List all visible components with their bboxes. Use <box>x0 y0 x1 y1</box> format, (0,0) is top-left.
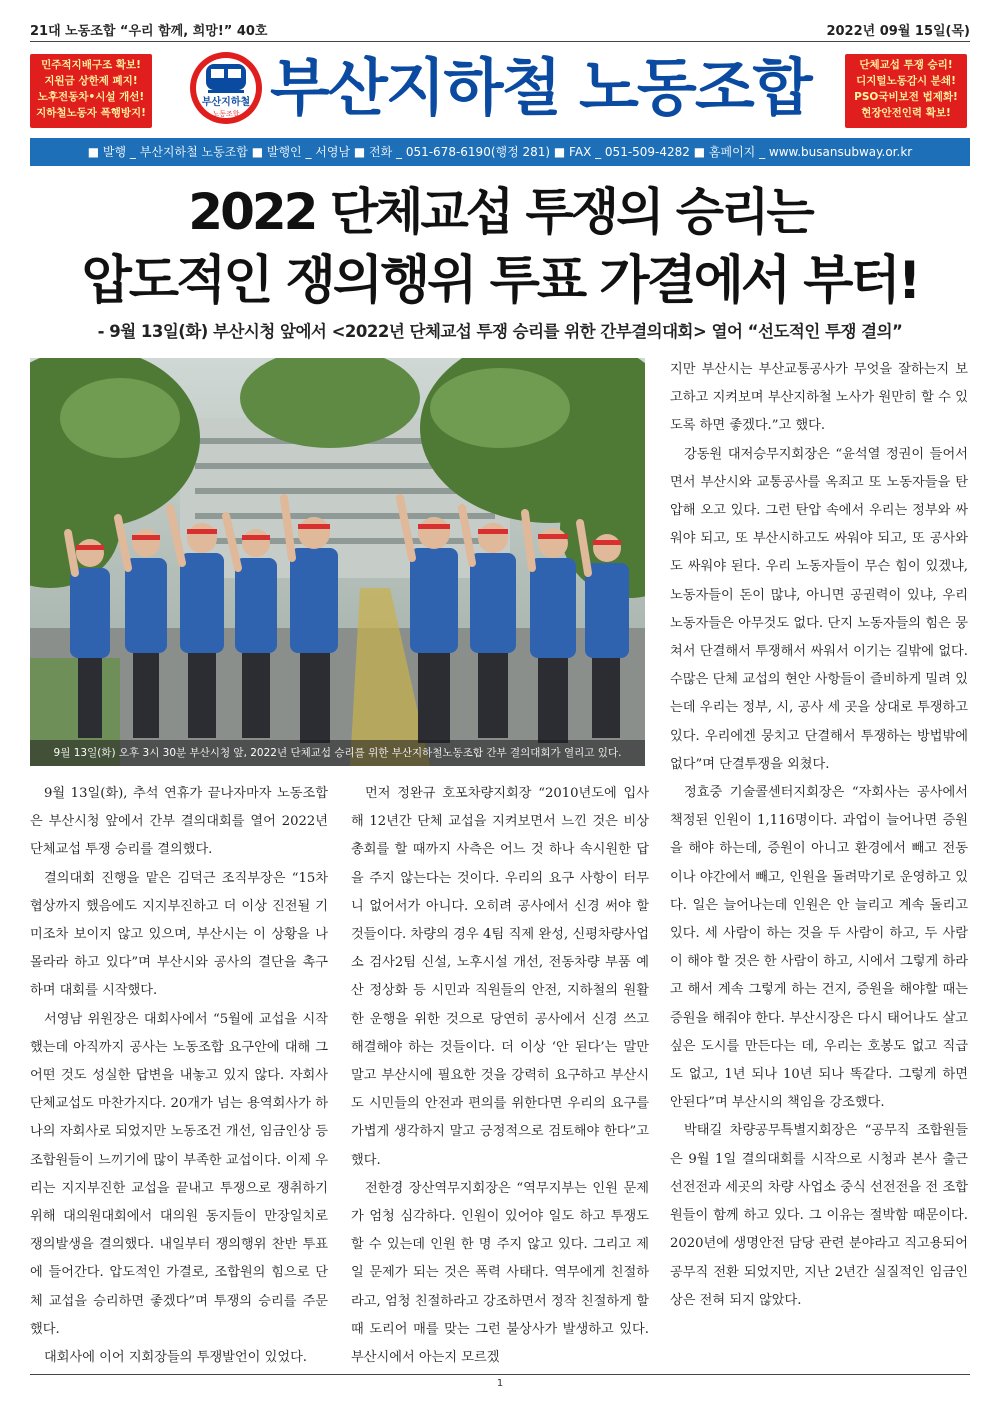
slogan-right-2: 디지털노동감시 분쇄! <box>856 75 956 87</box>
bottom-rule <box>30 1374 970 1375</box>
photo-caption: 9월 13일(화) 오후 3시 30분 부산시청 앞, 2022년 단체교섭 승리를 위한 부산지하철노동조합 간부 결의대회가 열리고 있다. <box>30 740 645 766</box>
paragraph: 전한경 장산역무지회장은 “역무지부는 인원 문제가 엄청 심각하다. 인원이 있어야 일도 하고 투쟁도 할 수 있는데 인원 한 명 주지 않고 있다. 그리고 제일 문제가 되는 것은 폭력 사태다. 역무에게 친절하라고, 엄청 친절하라고 강조하면서 정작 친절하게 할 때 도리어 매를 맞는 그런 불상사가 발생하고 있다. 부산시에서 아는지 모르겠 <box>351 1180 649 1366</box>
issue-label: 21대 노동조합 “우리 함께, 희망!” 40호 <box>30 23 268 39</box>
slogan-left-1: 민주적지배구조 확보! <box>41 59 141 71</box>
article-column-3 <box>670 356 968 1315</box>
paragraph: 9월 13일(화), 추석 연휴가 끝나자마자 노동조합은 부산시청 앞에서 간부 결의대회를 열어 2022년 단체교섭 투쟁 승리를 결의했다. <box>30 786 328 858</box>
slogan-right-1: 단체교섭 투쟁 승리! <box>859 59 953 71</box>
slogan-right-3: PSO국비보전 법제화! <box>854 91 958 103</box>
paragraph: 서영남 위원장은 대회사에서 “5월에 교섭을 시작했는데 아직까지 공사는 노동조합 요구안에 대해 그 어떤 것도 성실한 답변을 내놓고 있지 않다. 자회사 단체교섭도 마찬가지다. 20개가 넘는 용역회사가 하나의 자회사로 되었지만 노동조건 개선, 임금인상 등 조합원들이 느끼기에 많이 부족한 교섭이다. 이제 우리는 지지부진한 교섭을 끝내고 투쟁으로 쟁취하기 위해 대의원대회에서 대의원 동지들이 만장일치로 쟁의발생을 결의했다. 내일부터 쟁의행위 찬반 투표에 들어간다. 압도적인 가결로, 조합원의 힘으로 단체 교섭을 승리하면 좋겠다”며 투쟁의 승리를 주문했다. <box>30 1011 328 1337</box>
slogan-box-right <box>845 54 967 128</box>
paragraph: 지만 부산시는 부산교통공사가 무엇을 잘하는지 보고하고 지켜보며 부산지하철 노사가 원만히 할 수 있도록 하면 좋겠다.”고 했다. <box>670 362 968 434</box>
slogan-box-left <box>30 54 152 128</box>
paragraph: 대회사에 이어 지회장들의 투쟁발언이 있었다. <box>44 1350 308 1366</box>
publisher-info-bar: ■ 발행 _ 부산지하철 노동조합 ■ 발행인 _ 서영남 ■ 전화 _ 051-678-6190(행정 281) ■ FAX _ 051-509-4282 ■ 홈페이지 _ www.busansubway.or.kr <box>30 138 970 166</box>
subheadline: - 9월 13일(화) 부산시청 앞에서 <2022년 단체교섭 투쟁 승리를 위한 간부결의대회> 열어 “선도적인 투쟁 결의” <box>97 322 903 341</box>
issue-date: 2022년 09월 15일(목) <box>826 23 970 39</box>
logo-text-1: 부산지하철 <box>201 97 251 108</box>
top-issue-line <box>30 18 970 40</box>
masthead-title: 부산지하철 노동조합 <box>270 51 811 124</box>
article-column-2 <box>351 780 649 1372</box>
paragraph: 결의대회 진행을 맡은 김덕근 조직부장은 “15차 협상까지 했음에도 지지부진하고 더 이상 진전될 기미조차 보이지 않고 있으며, 부산시는 이 상황을 나몰라라 하고 있다”며 부산시와 공사의 결단을 촉구하며 대회를 시작했다. <box>30 870 328 999</box>
article-column-1 <box>30 780 328 1372</box>
paragraph: 강동원 대저승무지회장은 “윤석열 정권이 들어서면서 부산시와 교통공사를 옥죄고 또 노동자들을 탄압해 오고 있다. 그런 탄압 속에서 우리는 정부와 싸워야 되고, 또 부산시하고도 싸워야 되고, 또 공사와도 싸워야 된다. 우리 노동자들이 무슨 힘이 있겠냐, 노동자들이 돈이 많냐, 아니면 공권력이 있냐, 우리 노동자들은 아무것도 없다. 단지 노동자들의 힘은 뭉쳐서 단결해서 투쟁해서 싸워서 이기는 길밖에 없다. 수많은 단체 교섭의 현안 사항들이 즐비하게 밀려 있는데 우리는 정부, 시, 공사 세 곳을 상대로 투쟁하고 있다. 우리에겐 뭉치고 단결해서 투쟁하는 방법밖에 없다”며 단결투쟁을 외쳤다. <box>670 446 968 772</box>
paragraph: 정효중 기술콜센터지회장은 “자회사는 공사에서 책정된 인원이 1,116명이다. 과업이 늘어나면 증원을 해야 하는데, 증원이 아니고 환경에서 빼고 전동이나 야간에서 빼고, 인원을 돌려막기로 운영하고 있다. 일은 늘어나는데 인원은 안 늘리고 계속 돌리고 있다. 세 사람이 하는 것을 두 사람이 하고, 두 사람이 해야 할 것은 한 사람이 하고, 시에서 그렇게 하라고 해서 계속 그렇게 하는 건지, 증원을 해야할 때는 증원을 해줘야 한다. 부산시장은 다시 태어나도 살고 싶은 도시를 만든다는 데, 우리는 호봉도 없고 직급도 없고, 1년 되나 10년 되나 똑같다. 그렇게 하면 안된다”며 부산시의 책임을 강조했다. <box>670 785 968 1111</box>
union-logo <box>188 50 264 126</box>
headline-line-2: 압도적인 쟁의행위 투표 가결에서 부터! <box>81 251 919 311</box>
slogan-left-3: 노후전동차•시설 개선! <box>37 91 145 103</box>
rally-photo <box>30 358 645 766</box>
slogan-left-2: 지원금 상한제 폐지! <box>44 75 138 87</box>
top-rule <box>30 41 970 42</box>
paragraph: 먼저 정완규 호포차량지회장 “2010년도에 입사해 12년간 단체 교섭을 지켜보면서 느낀 것은 비상총회를 할 때까지 사측은 어느 것 하나 속시원한 답을 주지 않는다는 것이다. 우리의 요구 사항이 터무니 없어서가 아니다. 오히려 공사에서 신경 써야 할 것들이다. 차량의 경우 4팀 직제 완성, 신평차량사업소 검사2팀 신설, 노후시설 개선, 전동차량 부품 예산 정상화 등 시민과 직원들의 안전, 지하철의 원활한 운행을 위한 것으로 당연히 공사에서 신경 쓰고 해결해야 하는 것들이다. 더 이상 ‘안 된다’는 말만 말고 부산시에 필요한 것을 강력히 요구하고 부산시도 시민들의 안전과 편의를 위한다면 우리의 요구를 가볍게 생각하지 말고 긍정적으로 검토해야 한다”고 했다. <box>351 786 649 1168</box>
slogan-right-4: 현장안전인력 확보! <box>861 107 951 119</box>
page-number: 1 <box>496 1378 504 1389</box>
logo-text-2: 노동조합 <box>212 110 240 118</box>
headline-line-1: 2022 단체교섭 투쟁의 승리는 <box>188 183 812 241</box>
slogan-left-4: 지하철노동자 폭행방지! <box>36 107 146 119</box>
paragraph: 박태길 차량공무특별지회장은 “공무직 조합원들은 9월 1일 결의대회를 시작으로 시청과 본사 출근 선전전과 세곳의 차량 사업소 중식 선전전을 전 조합원들이 함께 하고 있다. 그 이유는 절박함 때문이다. 2020년에 생명안전 담당 관련 분야라고 직고용되어 공무직 전환 되었지만, 지난 2년간 실질적인 임금인상은 전혀 되지 않았다. <box>670 1123 968 1308</box>
rally-photo-illustration <box>30 358 645 766</box>
